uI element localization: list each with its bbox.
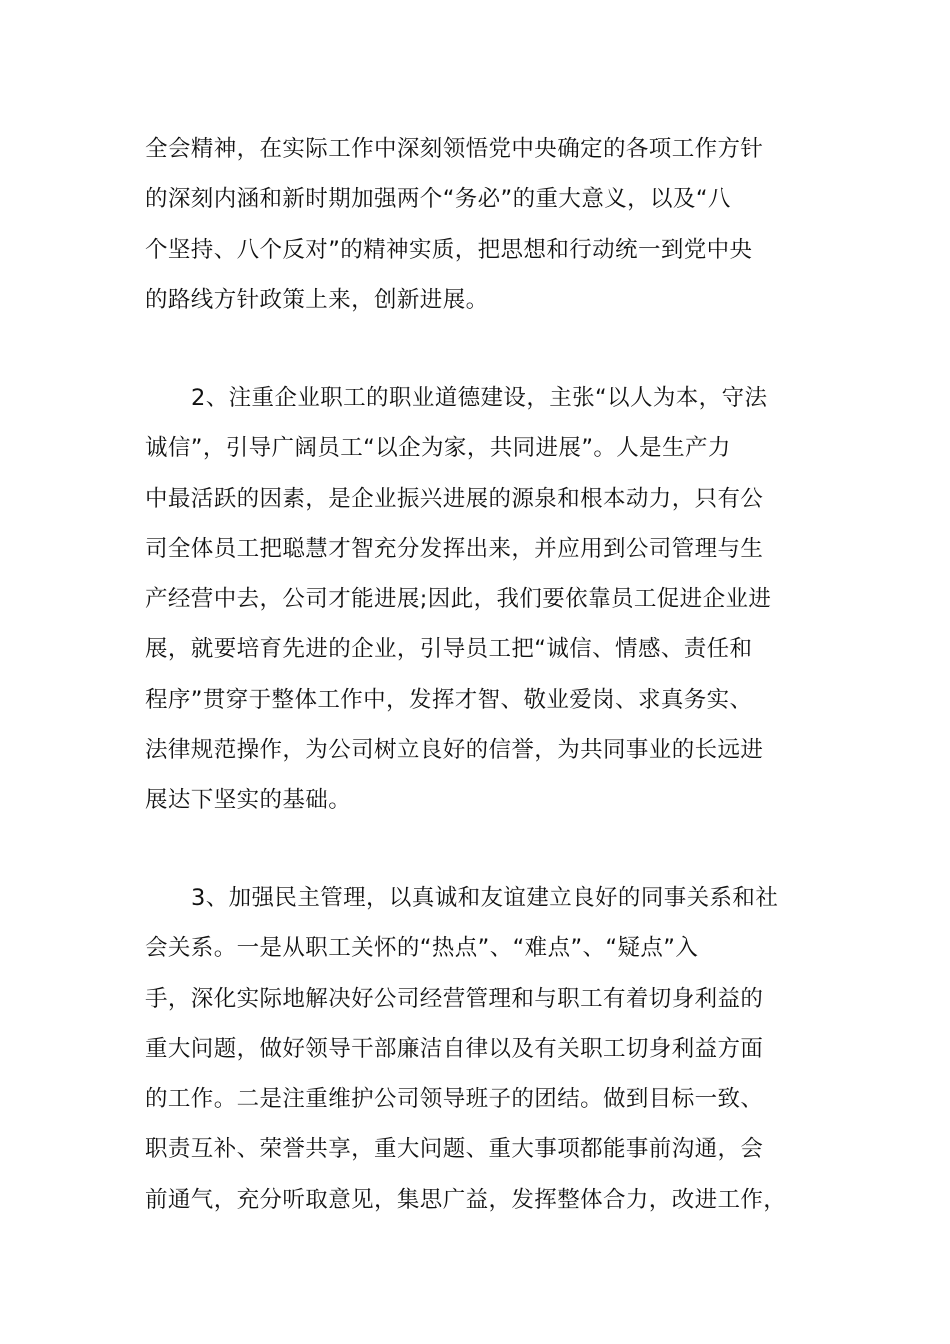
paragraph-line: 的深刻内涵和新时期加强两个“务必”的重大意义，以及“八 — [145, 186, 731, 213]
paragraph-line: 产经营中去，公司才能进展;因此，我们要依靠员工促进企业进 — [145, 586, 772, 613]
paragraph-line: 的路线方针政策上来，创新进展。 — [145, 286, 489, 313]
paragraph-1 — [145, 124, 845, 325]
paragraph-line: 重大问题，做好领导干部廉洁自律以及有关职工切身利益方面 — [145, 1035, 764, 1062]
paragraph-line: 司全体员工把聪慧才智充分发挥出来，并应用到公司管理与生 — [145, 535, 764, 562]
paragraph-line: 展，就要培育先进的企业，引导员工把“诚信、情感、责任和 — [145, 636, 753, 663]
paragraph-line: 中最活跃的因素，是企业振兴进展的源泉和根本动力，只有公 — [145, 485, 764, 512]
paragraph-line: 职责互补、荣誉共享，重大问题、重大事项都能事前沟通，会 — [145, 1136, 764, 1163]
paragraph-line: 会关系。一是从职工关怀的“热点”、“难点”、“疑点”入 — [145, 935, 699, 962]
paragraph-line: 个坚持、八个反对”的精神实质，把思想和行动统一到党中央 — [145, 236, 753, 263]
paragraph-line: 3、加强民主管理，以真诚和友谊建立良好的同事关系和社 — [191, 885, 779, 911]
paragraph-2 — [145, 373, 845, 826]
paragraph-line: 全会精神，在实际工作中深刻领悟党中央确定的各项工作方针 — [145, 136, 764, 162]
paragraph-line: 法律规范操作，为公司树立良好的信誉，为共同事业的长远进 — [145, 737, 764, 764]
paragraph-line: 前通气，充分听取意见，集思广益，发挥整体合力，改进工作， — [145, 1186, 787, 1213]
paragraph-line: 的工作。二是注重维护公司领导班子的团结。做到目标一致、 — [145, 1086, 764, 1113]
paragraph-line: 手，深化实际地解决好公司经营管理和与职工有着切身利益的 — [145, 985, 764, 1012]
paragraph-line: 2、注重企业职工的职业道德建设，主张“以人为本，守法 — [191, 385, 768, 411]
paragraph-line: 诚信”，引导广阔员工“以企为家，共同进展”。人是生产力 — [145, 435, 731, 462]
paragraph-line: 展达下坚实的基础。 — [145, 787, 352, 814]
paragraph-line: 程序”贯穿于整体工作中，发挥才智、敬业爱岗、求真务实、 — [145, 686, 753, 713]
paragraph-3 — [145, 873, 845, 1225]
